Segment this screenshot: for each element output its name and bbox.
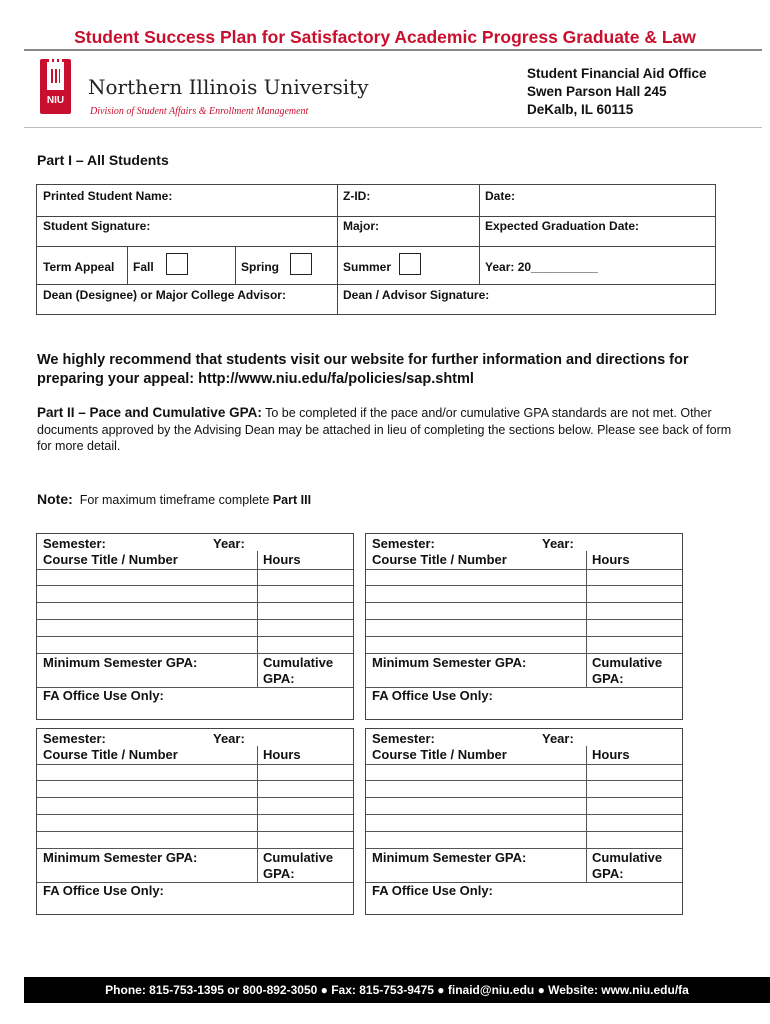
row-divider: [366, 602, 682, 603]
logo-text: NIU: [46, 95, 65, 106]
row-divider: [366, 653, 682, 654]
row-divider: [366, 585, 682, 586]
semester-block: [365, 728, 683, 915]
row-divider: [366, 831, 682, 832]
fall-checkbox[interactable]: [166, 253, 188, 275]
semester-label[interactable]: Semester:: [43, 731, 106, 746]
contact-footer: Phone: 815-753-1395 or 800-892-3050 ● Fax: 815-753-9475 ● finaid@niu.edu ● Website: www.niu.edu/fa: [24, 977, 770, 1003]
col-divider: [586, 746, 587, 882]
part2-text: To be completed if the pace and/or cumulative GPA standards are not met. Other documents approved by the Advising Dean may be attached in lieu of completing the sections below. Please see back of form for more detail.: [37, 406, 732, 453]
note: [37, 491, 311, 507]
header-divider: [24, 127, 762, 128]
row-divider: [37, 653, 353, 654]
col-divider: [586, 551, 587, 687]
year-label[interactable]: Year:: [542, 536, 574, 551]
university-name: Northern Illinois University: [88, 75, 369, 99]
tower-icon: [47, 62, 64, 90]
fa-office-label: FA Office Use Only:: [372, 688, 493, 703]
part1-heading: Part I – All Students: [37, 152, 169, 168]
note-label: Note:: [37, 491, 73, 507]
row-divider: [37, 780, 353, 781]
course-header: Course Title / Number: [43, 552, 178, 567]
note-text: For maximum timeframe complete: [79, 493, 273, 507]
dean-advisor-field[interactable]: Dean (Designee) or Major College Advisor:: [43, 288, 286, 302]
course-header: Course Title / Number: [372, 552, 507, 567]
row-divider: [366, 848, 682, 849]
division-name: Division of Student Affairs & Enrollment Management: [90, 106, 309, 117]
hours-header: Hours: [263, 552, 301, 567]
cum-gpa-label-2[interactable]: GPA:: [263, 866, 295, 881]
part1-form: [36, 184, 716, 315]
spring-label: Spring: [241, 260, 279, 274]
note-part: Part III: [272, 493, 312, 507]
year-label[interactable]: Year:: [213, 536, 245, 551]
row-divider: [37, 797, 353, 798]
fall-label: Fall: [133, 260, 154, 274]
row-divider: [37, 848, 353, 849]
fa-office-label: FA Office Use Only:: [372, 883, 493, 898]
col-divider: [257, 551, 258, 687]
course-header: Course Title / Number: [372, 747, 507, 762]
semester-block: [36, 533, 354, 720]
summer-checkbox[interactable]: [399, 253, 421, 275]
form-title: Student Success Plan for Satisfactory Academic Progress Graduate & Law: [74, 27, 696, 47]
row-divider: [366, 569, 682, 570]
row-divider: [366, 814, 682, 815]
title-divider: [24, 49, 762, 51]
hours-header: Hours: [592, 552, 630, 567]
spring-checkbox[interactable]: [290, 253, 312, 275]
part2-heading: Part II – Pace and Cumulative GPA:: [37, 405, 262, 420]
part2-section: [37, 405, 737, 455]
signature-field[interactable]: Student Signature:: [43, 219, 151, 233]
date-field[interactable]: Date:: [485, 189, 516, 203]
hours-header: Hours: [592, 747, 630, 762]
fa-office-label: FA Office Use Only:: [43, 688, 164, 703]
office-line-2: Swen Parson Hall 245: [527, 84, 667, 99]
row-divider: [37, 619, 353, 620]
min-gpa-label[interactable]: Minimum Semester GPA:: [372, 655, 527, 670]
row-divider: [366, 619, 682, 620]
row-divider: [37, 569, 353, 570]
semester-label[interactable]: Semester:: [43, 536, 106, 551]
min-gpa-label[interactable]: Minimum Semester GPA:: [43, 655, 198, 670]
row-divider: [37, 764, 353, 765]
office-line-1: Student Financial Aid Office: [527, 66, 707, 81]
cum-gpa-label-2[interactable]: GPA:: [592, 866, 624, 881]
min-gpa-label[interactable]: Minimum Semester GPA:: [372, 850, 527, 865]
cum-gpa-label-1: Cumulative: [263, 850, 334, 865]
cum-gpa-label-2[interactable]: GPA:: [592, 671, 624, 686]
cum-gpa-label-1: Cumulative: [592, 850, 663, 865]
cum-gpa-label-1: Cumulative: [592, 655, 663, 670]
major-field[interactable]: Major:: [343, 219, 379, 233]
cum-gpa-label-1: Cumulative: [263, 655, 334, 670]
course-header: Course Title / Number: [43, 747, 178, 762]
dean-signature-field[interactable]: Dean / Advisor Signature:: [343, 288, 490, 302]
row-divider: [37, 602, 353, 603]
row-divider: [37, 831, 353, 832]
hours-header: Hours: [263, 747, 301, 762]
office-line-3: DeKalb, IL 60115: [527, 102, 634, 117]
semester-label[interactable]: Semester:: [372, 731, 435, 746]
fa-office-label: FA Office Use Only:: [43, 883, 164, 898]
summer-label: Summer: [343, 260, 392, 274]
row-divider: [37, 246, 715, 247]
semester-block: [36, 728, 354, 915]
min-gpa-label[interactable]: Minimum Semester GPA:: [43, 850, 198, 865]
niu-logo: [40, 59, 71, 114]
col-divider: [257, 746, 258, 882]
year-label[interactable]: Year:: [213, 731, 245, 746]
row-divider: [366, 636, 682, 637]
website-recommendation: We highly recommend that students visit our website for further information and directions for preparing your appeal: http://www.niu.edu/fa/policies/sap.shtml: [37, 352, 689, 387]
row-divider: [37, 585, 353, 586]
row-divider: [37, 636, 353, 637]
year-label[interactable]: Year:: [542, 731, 574, 746]
grad-date-field[interactable]: Expected Graduation Date:: [485, 219, 640, 233]
office-address: [527, 65, 707, 119]
cum-gpa-label-2[interactable]: GPA:: [263, 671, 295, 686]
row-divider: [366, 797, 682, 798]
zid-field[interactable]: Z-ID:: [343, 189, 371, 203]
term-appeal-label: Term Appeal: [43, 260, 115, 274]
semester-block: [365, 533, 683, 720]
row-divider: [37, 814, 353, 815]
semester-label[interactable]: Semester:: [372, 536, 435, 551]
year-field[interactable]: Year: 20__________: [485, 260, 598, 274]
printed-name-field[interactable]: Printed Student Name:: [43, 189, 173, 203]
row-divider: [366, 764, 682, 765]
row-divider: [366, 780, 682, 781]
